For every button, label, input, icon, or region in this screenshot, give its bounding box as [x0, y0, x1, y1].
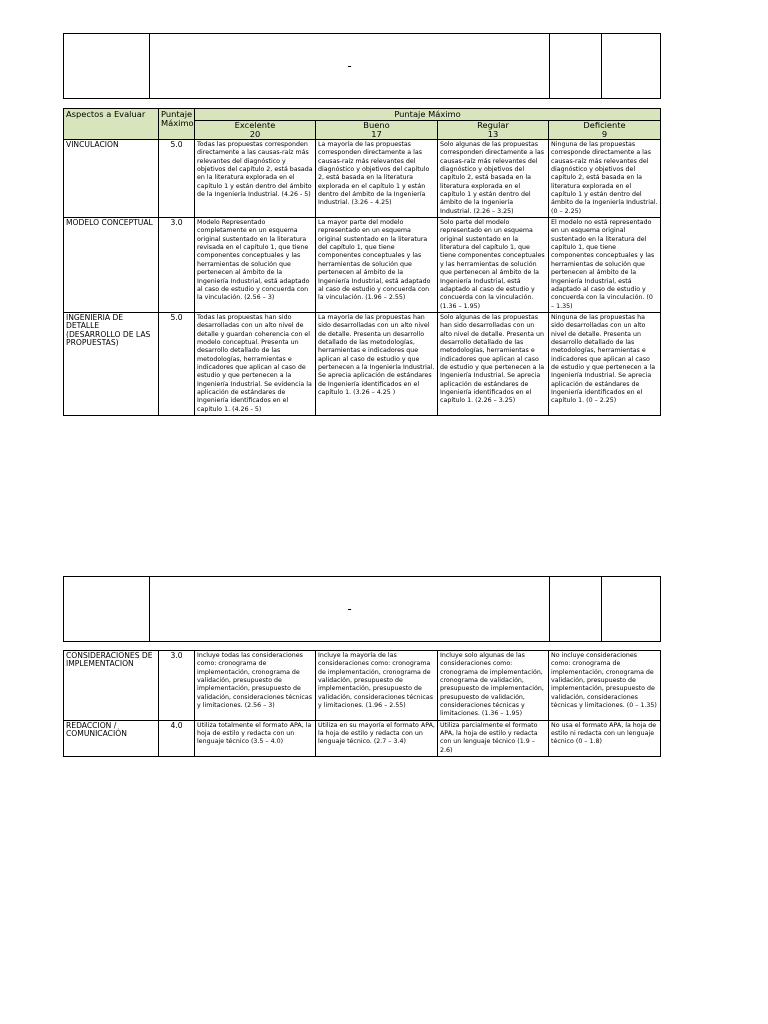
descriptor-cell: Solo parte del modelo representado en un esquema original sustentado en la literatura del capítulo 1, que tiene componentes conceptuales y las herramientas de solución que pertenecen al ámbito de la Ingeniería Industrial, está adaptado al caso de estudio y concuerda con la vinculación. (1.36 – 1.95)	[438, 218, 549, 313]
max-score-cell: 5.0	[159, 140, 195, 218]
descriptor-cell: El modelo no está representado en un esquema original sustentado en la literatura del capítulo 1, que tiene componentes conceptuales y las herramientas de solución que pertenecen al ámbito de la Ingeniería Industrial, está adaptado al caso de estudio y concuerda con la vinculación. (0 – 1.35)	[549, 218, 661, 313]
header-box-2	[63, 576, 661, 642]
max-score-cell: 3.0	[159, 218, 195, 313]
header-title-cell: -	[150, 34, 550, 99]
descriptor-cell: Incluye la mayoría de las consideraciones como: cronograma de implementación, cronograma de validación, presupuesto de implementación, presupuesto de validación, consideraciones técnicas y limitaciones. (1.96 – 2.55)	[316, 651, 438, 721]
criterion-cell: MODELO CONCEPTUAL	[64, 218, 159, 313]
col-aspect-header: Aspectos a Evaluar	[64, 109, 159, 140]
table-row	[64, 218, 661, 313]
descriptor-cell: Incluye solo algunas de las consideraciones como: cronograma de implementación, cronograma de validación, presupuesto de implementación, presupuesto de validación, consideraciones técnicas y limitaciones. (1.36 – 1.95)	[438, 651, 549, 721]
level-header-bueno: Bueno 17	[316, 121, 438, 140]
descriptor-cell: No incluye consideraciones como: cronograma de implementación, cronograma de validación, presupuesto de implementación, presupuesto de validación, consideraciones técnicas y limitaciones. (0 – 1.35)	[549, 651, 661, 721]
table-row	[64, 651, 661, 721]
max-score-cell: 5.0	[159, 312, 195, 415]
criterion-cell: INGENIERIA DE DETALLE (DESARROLLO DE LAS PROPUESTAS)	[64, 312, 159, 415]
descriptor-cell: Solo algunas de las propuestas han sido desarrolladas con un alto nivel de detalle. Presenta un desarrollo detallado de las metodologías, herramientas e indicadores que aplican al caso de estudio y que pertenecen a la Ingeniería Industrial. Se aprecia aplicación de estándares de Ingeniería identificados en el capítulo 1. (2.26 – 3.25)	[438, 312, 549, 415]
descriptor-cell: Todas las propuestas han sido desarrolladas con un alto nivel de detalle y guardan coherencia con el modelo conceptual. Presenta un desarrollo detallado de las metodologías, herramientas e indicadores que aplican al caso de estudio y que pertenecen a la Ingeniería Industrial. Se evidencia la aplicación de estándares de Ingeniería identificados en el capítulo 1. (4.26 - 5)	[195, 312, 316, 415]
max-score-cell: 4.0	[159, 720, 195, 756]
table-row	[64, 140, 661, 218]
header-page-cell	[602, 577, 661, 642]
criterion-cell: REDACCION / COMUNICACIÓN	[64, 720, 159, 756]
header-code-cell	[550, 577, 602, 642]
level-header-regular: Regular 13	[438, 121, 549, 140]
header-title-cell: -	[150, 577, 550, 642]
descriptor-cell: La mayoría de las propuestas corresponden directamente a las causas-raíz más relevantes del diagnóstico y objetivos del capítulo 2, está basada en la literatura explorada en el capítulo 1 y están dentro del ámbito de la Ingeniería Industrial. (3.26 – 4.25)	[316, 140, 438, 218]
criterion-cell: CONSIDERACIONES DE IMPLEMENTACION	[64, 651, 159, 721]
descriptor-cell: Ninguna de las propuestas ha sido desarrolladas con un alto nivel de detalle. Presenta un desarrollo detallado de las metodologías, herramientas e indicadores que aplican al caso de estudio y que pertenecen a la Ingeniería Industrial. Se aprecia aplicación de estándares de Ingeniería identificados en el capítulo 1. (0 – 2.25)	[549, 312, 661, 415]
descriptor-cell: Ninguna de las propuestas corresponde directamente a las causas-raíz más relevantes del diagnóstico y objetivos del capítulo 2, está basada en la literatura explorada en el capítulo 1 y están dentro del ámbito de la Ingeniería Industrial. (0 – 2.25)	[549, 140, 661, 218]
header-page-cell	[602, 34, 661, 99]
descriptor-cell: Incluye todas las consideraciones como: cronograma de implementación, cronograma de validación, presupuesto de implementación, presupuesto de validación, consideraciones técnicas y limitaciones. (2.56 – 3)	[195, 651, 316, 721]
descriptor-cell: Modelo Representado completamente en un esquema original sustentado en la literatura revisada en el capítulo 1, que tiene componentes conceptuales y las herramientas de solución que pertenecen al ámbito de la Ingeniería Industrial, está adaptado al caso de estudio y concuerda con la vinculación. (2.56 – 3)	[195, 218, 316, 313]
rubric-table-continued	[63, 650, 661, 757]
rubric-table	[63, 108, 661, 416]
header-box-1	[63, 33, 661, 99]
max-score-cell: 3.0	[159, 651, 195, 721]
header-logo-cell	[64, 577, 150, 642]
descriptor-cell: Utiliza parcialmente el formato APA, la hoja de estilo y redacta con un lenguaje técnico (1.9 – 2.6)	[438, 720, 549, 756]
descriptor-cell: Utiliza en su mayoría el formato APA, la hoja de estilo y redacta con un lenguaje técnico. (2.7 – 3.4)	[316, 720, 438, 756]
descriptor-cell: Utiliza totalmente el formato APA, la hoja de estilo y redacta con un lenguaje técnico (3.5 – 4.0)	[195, 720, 316, 756]
criterion-cell: VINCULACION	[64, 140, 159, 218]
header-logo-cell	[64, 34, 150, 99]
descriptor-cell: No usa el formato APA, la hoja de estilo ni redacta con un lenguaje técnico (0 – 1.8)	[549, 720, 661, 756]
level-header-excelente: Excelente 20	[195, 121, 316, 140]
descriptor-cell: Todas las propuestas corresponden directamente a las causas-raíz más relevantes del diagnóstico y objetivos del capítulo 2, está basada en la literatura explorada en el capítulo 1 y están dentro del ámbito de la Ingeniería Industrial. (4.26 - 5)	[195, 140, 316, 218]
descriptor-cell: La mayoría de las propuestas han sido desarrolladas con un alto nivel de detalle. Presenta un desarrollo detallado de las metodologías, herramientas e indicadores que aplican al caso de estudio y que pertenecen a la Ingeniería Industrial. Se aprecia aplicación de estándares de Ingeniería identificados en el capítulo 1. (3.26 – 4.25 )	[316, 312, 438, 415]
level-header-deficiente: Deficiente 9	[549, 121, 661, 140]
descriptor-cell: La mayor parte del modelo representado en un esquema original sustentado en la literatura del capítulo 1, que tiene componentes conceptuales y las herramientas de solución que pertenecen al ámbito de la Ingeniería Industrial, está adaptado al caso de estudio y concuerda con la vinculación. (1.96 – 2.55)	[316, 218, 438, 313]
table-row	[64, 720, 661, 756]
col-max-header: Puntaje Máximo	[159, 109, 195, 140]
descriptor-cell: Solo algunas de las propuestas corresponden directamente a las causas-raíz más relevantes del diagnóstico y objetivos del capítulo 2, está basada en la literatura explorada en el capítulo 1 y están dentro del ámbito de la Ingeniería Industrial. (2.26 – 3.25)	[438, 140, 549, 218]
table-row	[64, 312, 661, 415]
col-group-header: Puntaje Máximo	[195, 109, 661, 121]
header-code-cell	[550, 34, 602, 99]
